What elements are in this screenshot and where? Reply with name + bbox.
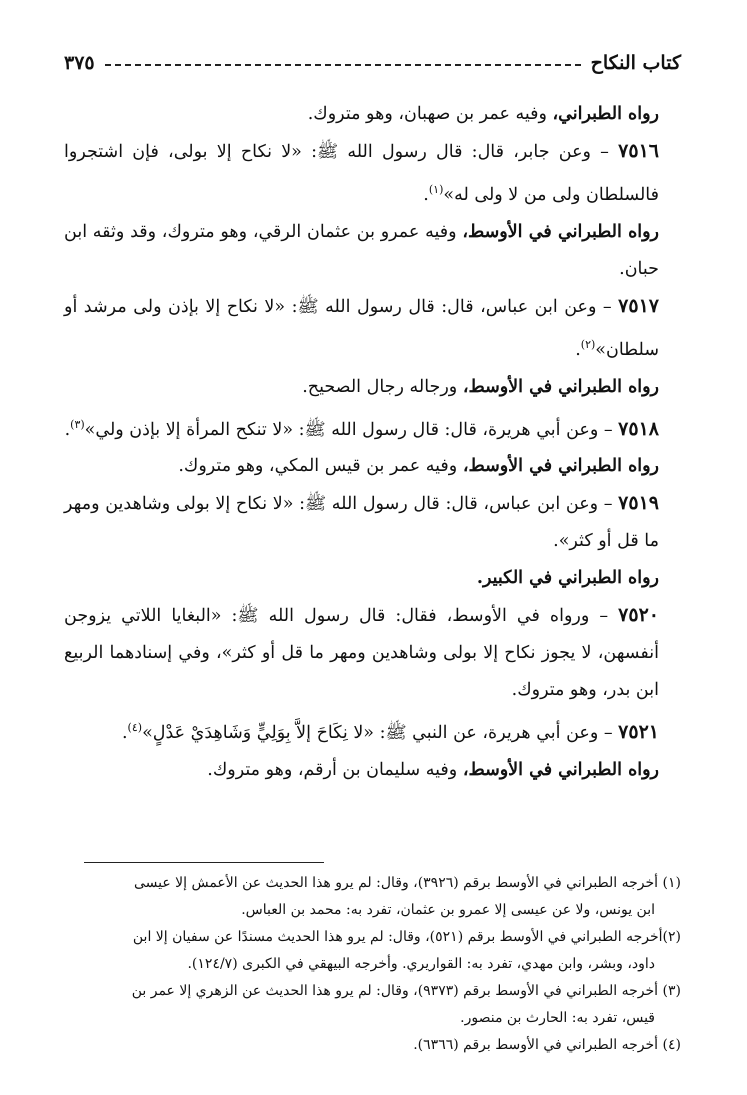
footnotes (64, 870, 681, 1059)
page-number: ٣٧٥ (64, 52, 95, 74)
source-attribution: رواه الطبراني في الأوسط، (462, 456, 659, 477)
footnote-number: (٣) (662, 983, 681, 999)
source-note: وفيه عمر بن قيس المكي، وهو متروك. (178, 456, 463, 477)
hadith-tail: . (121, 723, 128, 744)
footnote (64, 870, 681, 924)
hadith-number: ٧٥٢٠ (618, 604, 659, 627)
footnote (64, 924, 681, 978)
hadith-number: ٧٥١٧ (618, 294, 659, 317)
source-paragraph (64, 560, 659, 597)
footnote-marker[interactable]: (٢) (580, 337, 596, 351)
hadith-entry (64, 406, 659, 449)
source-attribution: رواه الطبراني في الكبير. (476, 568, 659, 589)
footnote (64, 1032, 681, 1059)
source-paragraph (64, 96, 659, 133)
hadith-text: – وعن ابن عباس، قال: قال رسول الله ﷺ: «لا نكاح إلا بإذن ولى مرشد أو سلطان» (64, 296, 659, 360)
source-note: وفيه عمرو بن عثمان الرقي، وهو متروك، وقد وثقه ابن حبان. (64, 221, 659, 279)
hadith-entry (64, 288, 659, 369)
footnote-marker[interactable]: (١) (428, 183, 444, 196)
footnote-marker[interactable]: (٤) (127, 721, 143, 735)
footnote-text: أخرجه الطبراني في الأوسط برقم (٥٢١)، وقال: لم يرو هذا الحديث مسندًا عن سفيان إلا ابن (132, 929, 663, 945)
footnote-continuation: قيس، تفرد به: الحارث بن منصور. (460, 1010, 655, 1026)
source-note: ورجاله رجال الصحيح. (302, 376, 463, 397)
source-attribution: رواه الطبراني في الأوسط، (462, 376, 659, 397)
main-text (64, 96, 681, 789)
hadith-entry (64, 133, 659, 214)
source-paragraph (64, 369, 659, 406)
hadith-number: ٧٥١٨ (618, 417, 659, 440)
source-paragraph (64, 214, 659, 288)
hadith-number: ٧٥١٦ (618, 140, 659, 162)
footnote-continuation: ابن يونس، ولا عن عيسى إلا عمرو بن عثمان، تفرد به: محمد بن العباس. (241, 902, 655, 918)
hadith-entry (64, 485, 659, 560)
running-header (64, 52, 681, 74)
hadith-entry (64, 597, 659, 709)
footnote-number: (٢) (662, 929, 681, 945)
hadith-tail: . (575, 339, 581, 360)
hadith-text: – وعن جابر، قال: قال رسول الله ﷺ: «لا نكاح إلا بولى، فإن اشتجروا فالسلطان ولى من لا ولى له» (64, 142, 659, 205)
chapter-title: كتاب النكاح (590, 52, 681, 74)
hadith-number: ٧٥١٩ (618, 492, 659, 515)
footnote-number: (١) (662, 875, 681, 891)
hadith-number: ٧٥٢١ (618, 721, 659, 744)
footnote-text: أخرجه الطبراني في الأوسط برقم (٩٣٧٣)، وقال: لم يرو هذا الحديث عن الزهري إلا عمر بن (131, 983, 663, 999)
source-paragraph (64, 448, 659, 485)
hadith-text: – وعن أبي هريرة، عن النبي ﷺ: «لا نِكَاحَ إلاَّ بِوَلِيٍّ وَشَاهِدَيْ عَدْلٍ» (142, 723, 619, 744)
footnote-separator (84, 862, 324, 863)
source-note: وفيه سليمان بن أرقم، وهو متروك. (207, 760, 463, 781)
header-dashed-rule (105, 64, 581, 66)
source-attribution: رواه الطبراني في الأوسط، (462, 760, 659, 781)
source-note: وفيه عمر بن صهبان، وهو متروك. (307, 104, 553, 124)
footnote-marker[interactable]: (٣) (70, 417, 85, 431)
source-paragraph (64, 752, 659, 789)
hadith-tail: . (64, 419, 71, 440)
footnote (64, 978, 681, 1032)
hadith-text: – وعن ابن عباس، قال: قال رسول الله ﷺ: «لا نكاح إلا بولى وشاهدين ومهر ما قل أو كثر». (64, 494, 659, 552)
footnote-text: أخرجه الطبراني في الأوسط برقم (٦٣٦٦). (413, 1037, 663, 1053)
hadith-text: – ورواه في الأوسط، فقال: قال رسول الله ﷺ: «البغايا اللاتي يزوجن أنفسهن، لا يجوز نكاح إلا بولى وشاهدين ومهر ما قل أو كثر»، وفي إسنادهما الربيع ابن بدر، وهو متروك. (64, 606, 659, 701)
hadith-tail: . (423, 184, 429, 205)
footnote-continuation: داود، وبشر، وابن مهدي، تفرد به: القواريري. وأخرجه البيهقي في الكبرى (١٢٤/٧). (187, 956, 655, 972)
source-attribution: رواه الطبراني في الأوسط، (462, 221, 660, 242)
source-attribution: رواه الطبراني، (552, 104, 659, 124)
hadith-entry (64, 709, 659, 752)
footnote-text: أخرجه الطبراني في الأوسط برقم (٣٩٢٦)، وقال: لم يرو هذا الحديث عن الأعمش إلا عيسى (133, 875, 663, 891)
footnote-number: (٤) (662, 1037, 681, 1053)
hadith-text: – وعن أبي هريرة، قال: قال رسول الله ﷺ: «لا تنكح المرأة إلا بإذن ولي» (84, 419, 619, 440)
